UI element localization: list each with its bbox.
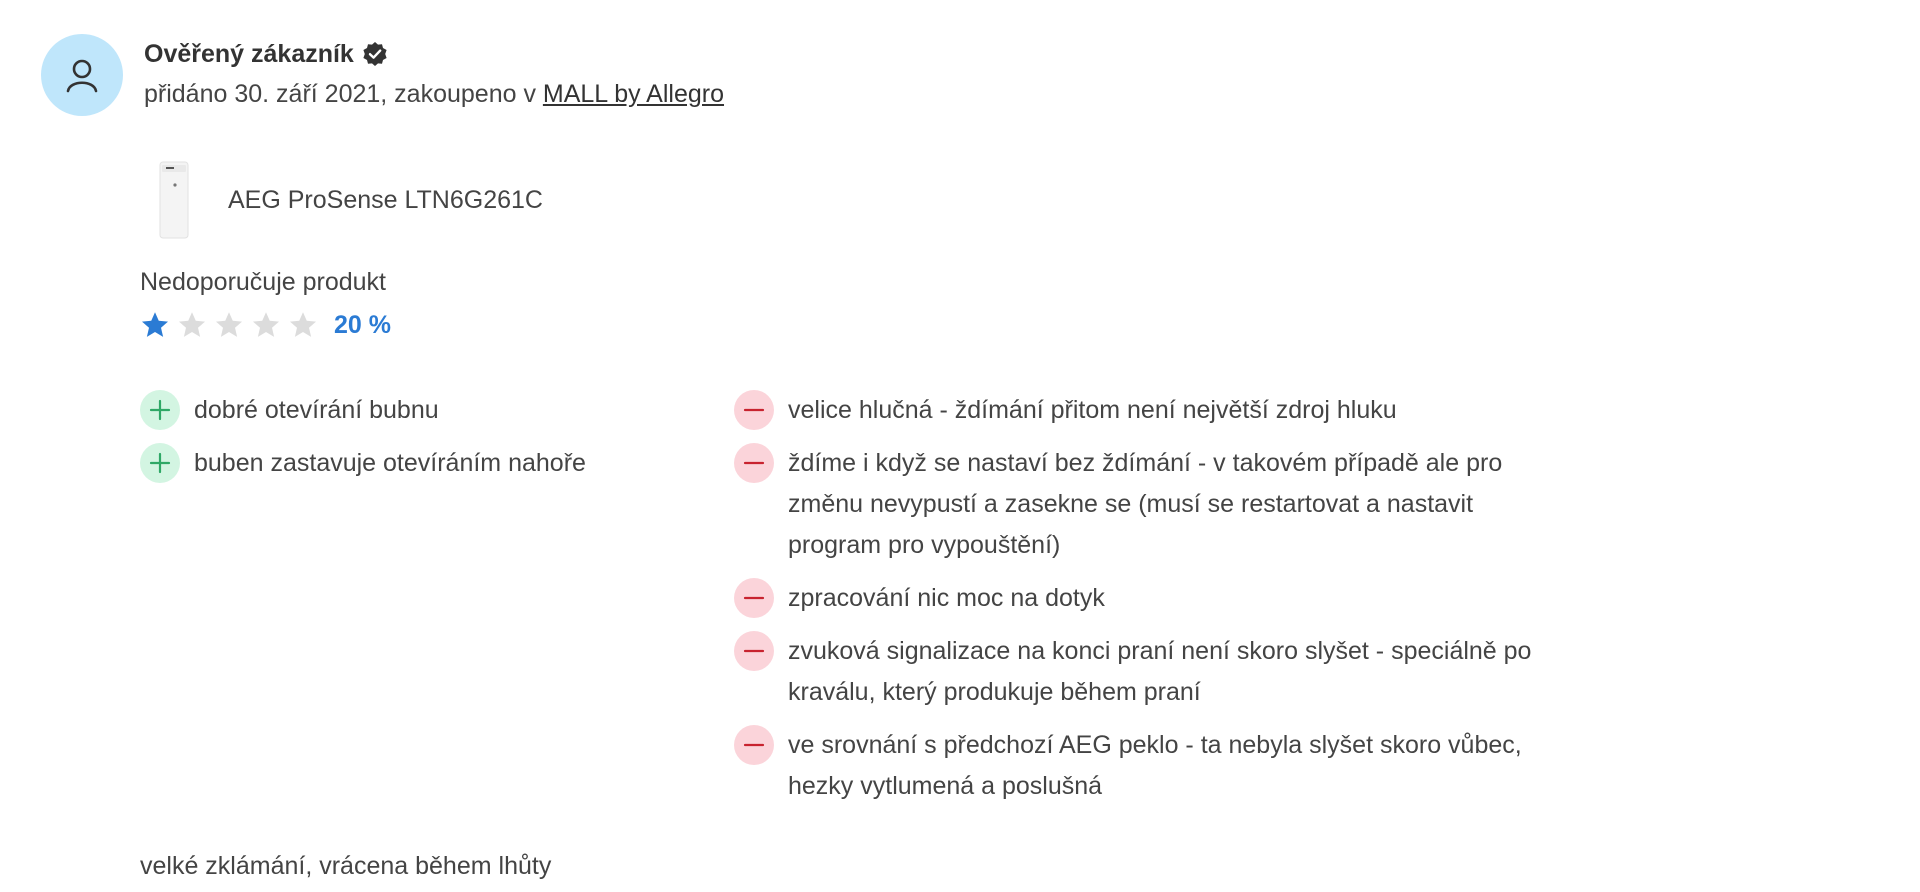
review-date-text: přidáno 30. září 2021, zakoupeno v	[144, 80, 543, 108]
recommendation-label: Nedoporučuje produkt	[140, 268, 386, 296]
con-text: velice hlučná - ždímání přitom není největší zdroj hluku	[788, 396, 1397, 424]
product-row[interactable]	[144, 160, 543, 240]
con-item	[734, 578, 1534, 619]
con-item	[734, 443, 1534, 566]
pro-text: dobré otevírání bubnu	[194, 396, 439, 424]
minus-icon	[734, 725, 774, 765]
star-rating	[140, 310, 391, 340]
author-line	[144, 36, 724, 72]
washing-machine-image	[154, 161, 194, 239]
product-image[interactable]	[144, 160, 204, 240]
pro-text: buben zastavuje otevíráním nahoře	[194, 449, 586, 477]
plus-icon	[140, 443, 180, 483]
star-icon-empty	[214, 310, 244, 340]
star-icon-empty	[177, 310, 207, 340]
star-icon-filled	[140, 310, 170, 340]
minus-icon	[734, 631, 774, 671]
review-summary: velké zklámání, vrácena během lhůty	[140, 852, 552, 880]
star-icon-empty	[288, 310, 318, 340]
review-meta	[144, 76, 724, 112]
author-name: Ověřený zákazník	[144, 39, 354, 68]
pro-item	[140, 390, 700, 431]
verified-check-icon	[362, 41, 388, 67]
con-item	[734, 725, 1534, 807]
review-header	[144, 36, 724, 112]
product-name[interactable]: AEG ProSense LTN6G261C	[228, 185, 543, 214]
minus-icon	[734, 390, 774, 430]
minus-icon	[734, 443, 774, 483]
avatar	[41, 34, 123, 116]
shop-link[interactable]: MALL by Allegro	[542, 80, 725, 108]
rating-percent: 20 %	[334, 310, 391, 339]
star-icon-empty	[251, 310, 281, 340]
con-text: ždíme i když se nastaví bez ždímání - v takovém případě ale pro změnu nevypustí a zasekne se (musí se restartovat a nastavit program pro vypouštění)	[788, 449, 1503, 559]
plus-icon	[140, 390, 180, 430]
pro-item	[140, 443, 700, 484]
minus-icon	[734, 578, 774, 618]
con-item	[734, 390, 1534, 431]
cons-list	[734, 390, 1534, 819]
pros-list	[140, 390, 700, 496]
con-item	[734, 631, 1534, 713]
con-text: ve srovnání s předchozí AEG peklo - ta nebyla slyšet skoro vůbec, hezky vytlumená a poslušná	[788, 731, 1522, 800]
con-text: zvuková signalizace na konci praní není skoro slyšet - speciálně po kraválu, který produkuje během praní	[788, 637, 1532, 706]
user-icon	[62, 55, 102, 95]
con-text: zpracování nic moc na dotyk	[788, 584, 1105, 612]
